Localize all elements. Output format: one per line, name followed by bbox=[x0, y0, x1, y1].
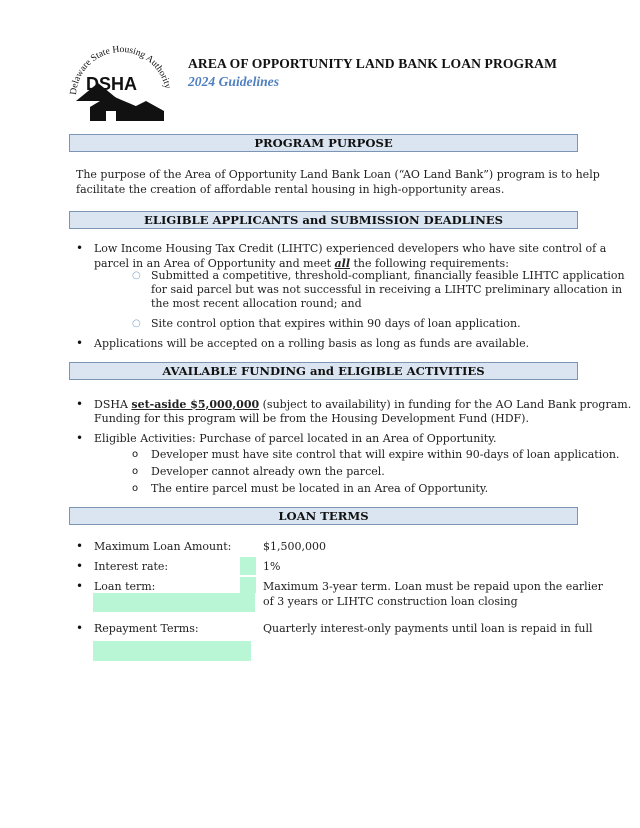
highlight-block bbox=[93, 593, 255, 612]
bullet-marker: • bbox=[76, 539, 84, 553]
bullet-marker: • bbox=[76, 559, 84, 573]
bullet-marker: • bbox=[76, 431, 84, 445]
purpose-line-2: facilitate the creation of affordable rental housing in high-opportunity areas. bbox=[76, 183, 505, 196]
sub-bullet-marker: ○ bbox=[132, 270, 141, 281]
svg-text:Delaware State Housing Authori: Delaware State Housing Authority bbox=[68, 45, 173, 96]
sub-bullet-marker: o bbox=[132, 466, 139, 477]
purpose-line-1: The purpose of the Area of Opportunity Land Bank Loan (“AO Land Bank”) program is to help bbox=[76, 168, 600, 181]
loan-value-term-line1: Maximum 3-year term. Loan must be repaid upon the earlier bbox=[263, 580, 603, 593]
bullet-marker: • bbox=[76, 241, 84, 255]
highlight-block bbox=[240, 577, 256, 593]
eligible-b1-line2: parcel in an Area of Opportunity and meet all the following requirements: bbox=[94, 257, 509, 270]
bullet-marker: • bbox=[76, 336, 84, 350]
eligible-b1-line1: Low Income Housing Tax Credit (LIHTC) experienced developers who have site control of a bbox=[94, 242, 607, 255]
sub-bullet-marker: o bbox=[132, 449, 139, 460]
section-heading-purpose: PROGRAM PURPOSE bbox=[69, 134, 578, 152]
section-heading-funding: AVAILABLE FUNDING and ELIGIBLE ACTIVITIES bbox=[69, 362, 578, 380]
funding-sub3: The entire parcel must be located in an Area of Opportunity. bbox=[151, 482, 489, 495]
funding-b1-line1: DSHA set-aside $5,000,000 (subject to availability) in funding for the AO Land Bank program. bbox=[94, 398, 632, 411]
bullet-marker: • bbox=[76, 397, 84, 411]
loan-label-max-amount: Maximum Loan Amount: bbox=[94, 540, 232, 553]
loan-value-term-line2: of 3 years or LIHTC construction loan closing bbox=[263, 595, 518, 608]
funding-b1-line2: Funding for this program will be from the Housing Development Fund (HDF). bbox=[94, 412, 529, 425]
dsha-logo bbox=[68, 45, 174, 121]
loan-value-max-amount: $1,500,000 bbox=[263, 540, 326, 553]
bullet-marker: • bbox=[76, 621, 84, 635]
funding-sub2: Developer cannot already own the parcel. bbox=[151, 465, 385, 478]
loan-label-repayment: Repayment Terms: bbox=[94, 622, 199, 635]
loan-value-interest-rate: 1% bbox=[263, 560, 281, 573]
loan-label-term: Loan term: bbox=[94, 580, 156, 593]
eligible-sub1-line1: Submitted a competitive, threshold-compliant, financially feasible LIHTC application bbox=[151, 269, 625, 282]
sub-bullet-marker: ○ bbox=[132, 318, 141, 329]
document-title: AREA OF OPPORTUNITY LAND BANK LOAN PROGRAM bbox=[188, 56, 557, 71]
loan-label-interest-rate: Interest rate: bbox=[94, 560, 169, 573]
loan-value-repayment: Quarterly interest-only payments until loan is repaid in full bbox=[263, 622, 593, 635]
eligible-sub1-line3: the most recent allocation round; and bbox=[151, 297, 362, 310]
highlight-block bbox=[240, 557, 256, 575]
eligible-sub1-line2: for said parcel but was not successful in receiving a LIHTC preliminary allocation in bbox=[151, 283, 623, 296]
eligible-b2: Applications will be accepted on a rolling basis as long as funds are available. bbox=[94, 337, 530, 350]
bullet-marker: • bbox=[76, 579, 84, 593]
eligible-sub2: Site control option that expires within 90 days of loan application. bbox=[151, 317, 521, 330]
sub-bullet-marker: o bbox=[132, 483, 139, 494]
highlight-block bbox=[93, 641, 251, 661]
section-heading-loan-terms: LOAN TERMS bbox=[69, 507, 578, 525]
section-heading-eligible: ELIGIBLE APPLICANTS and SUBMISSION DEADLINES bbox=[69, 211, 578, 229]
document-subtitle: 2024 Guidelines bbox=[188, 74, 280, 89]
funding-b2: Eligible Activities: Purchase of parcel located in an Area of Opportunity. bbox=[94, 432, 497, 445]
funding-sub1: Developer must have site control that will expire within 90-days of loan application. bbox=[151, 448, 620, 461]
logo-wordmark: DSHA bbox=[86, 74, 138, 94]
